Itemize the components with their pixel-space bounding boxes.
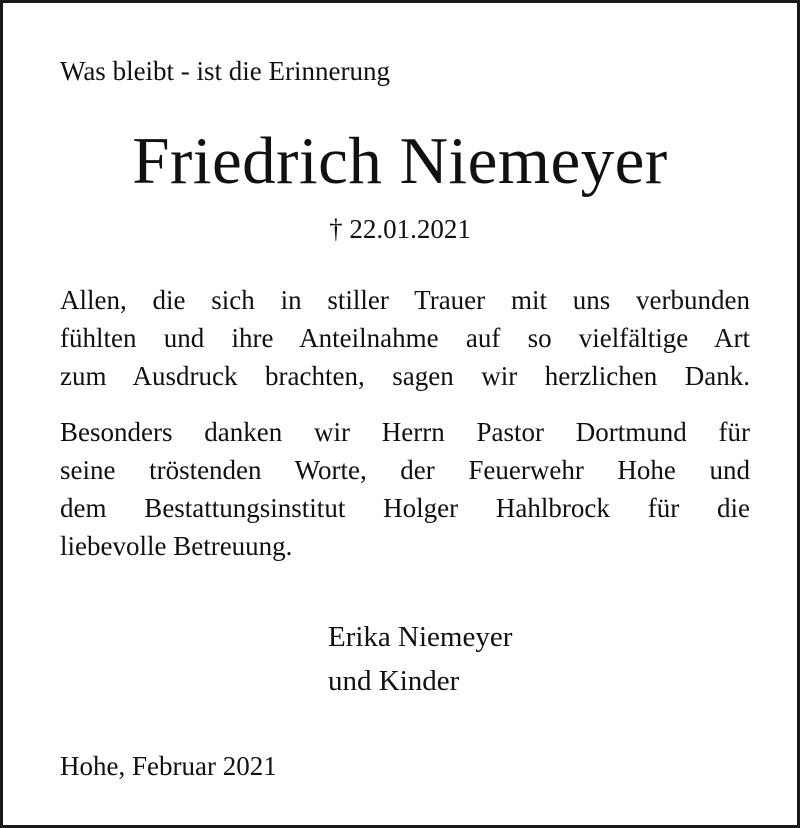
thanks-line: fühlten und ihre Anteilnahme auf so vielfältige Art: [60, 323, 750, 353]
special-thanks-line: liebevolle Betreuung.: [60, 531, 293, 561]
death-date: † 22.01.2021: [329, 214, 471, 244]
special-thanks-line: dem Bestattungsinstitut Holger Hahlbrock für die: [60, 493, 750, 523]
special-thanks-paragraph: [60, 413, 750, 565]
thanks-line: zum Ausdruck brachten, sagen wir herzlichen Dank.: [60, 361, 750, 391]
signature-name: Erika Niemeyer: [328, 621, 513, 653]
signature-family: und Kinder: [328, 665, 460, 697]
place-and-date: Hohe, Februar 2021: [60, 751, 277, 781]
thanks-paragraph: [60, 281, 750, 395]
special-thanks-line: seine tröstenden Worte, der Feuerwehr Hohe und: [60, 455, 750, 485]
deceased-name: Friedrich Niemeyer: [132, 124, 668, 198]
signature-block: [328, 615, 512, 703]
thanks-line: Allen, die sich in stiller Trauer mit uns verbunden: [60, 285, 750, 315]
motto-line: Was bleibt - ist die Erinnerung: [60, 56, 390, 86]
special-thanks-line: Besonders danken wir Herrn Pastor Dortmund für: [60, 417, 750, 447]
